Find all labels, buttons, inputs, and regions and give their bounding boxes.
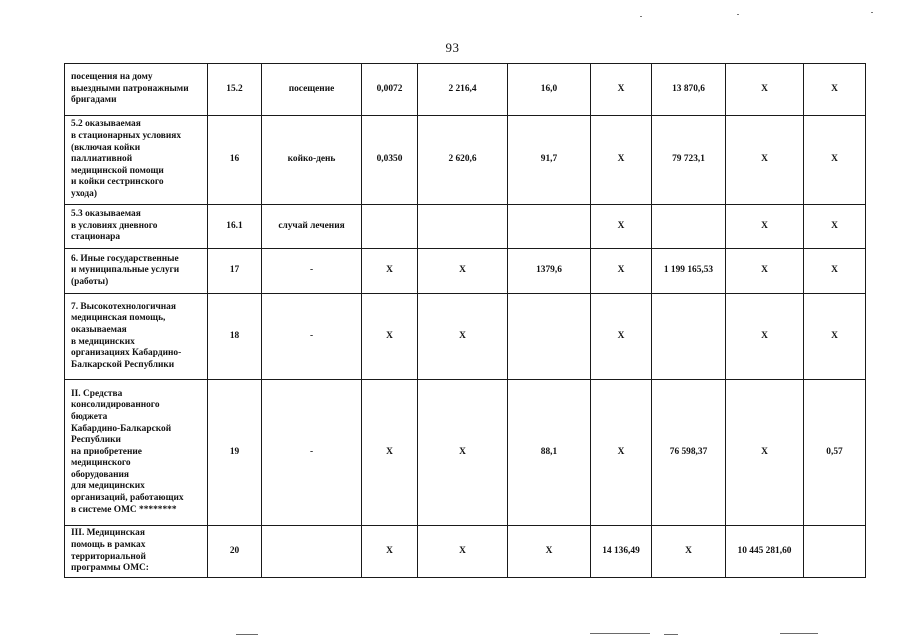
unit-cell — [262, 526, 362, 578]
row-label: II. Средства консолидированного бюджета Кабардино-Балкарской Республики на приобретение медицинского оборудования для медицинских организаций, работающих в системе ОМС ******** — [65, 380, 208, 526]
table-row — [65, 526, 866, 578]
line-number-cell: 18 — [208, 294, 262, 380]
per-capita-oms-cell: X — [591, 116, 652, 205]
row-label: 7. Высокотехнологичная медицинская помощь, оказываемая в медицинских организациях Кабардино- Балкарской Республики — [65, 294, 208, 380]
norm-cell: X — [362, 249, 418, 294]
share-cell: X — [804, 64, 866, 116]
share-cell: X — [804, 294, 866, 380]
scan-mark — [236, 634, 258, 635]
line-number-cell: 15.2 — [208, 64, 262, 116]
unit-cost-cell: X — [418, 526, 508, 578]
total-oms-cell: X — [726, 294, 804, 380]
unit-cost-cell: X — [418, 294, 508, 380]
unit-cell: посещение — [262, 64, 362, 116]
norm-cell: X — [362, 380, 418, 526]
per-capita-budget-cell — [508, 205, 591, 249]
row-label: 5.2 оказываемая в стационарных условиях (включая койки паллиативной медицинской помощи и койки сестринского ухода) — [65, 116, 208, 205]
unit-cost-cell: 2 620,6 — [418, 116, 508, 205]
line-number-cell: 19 — [208, 380, 262, 526]
unit-cell: - — [262, 294, 362, 380]
table-row — [65, 64, 866, 116]
page-number: 93 — [445, 40, 460, 55]
scan-speck — [737, 14, 739, 15]
unit-cell: - — [262, 249, 362, 294]
per-capita-oms-cell: X — [591, 380, 652, 526]
unit-cell: случай лечения — [262, 205, 362, 249]
per-capita-oms-cell: X — [591, 205, 652, 249]
line-number-cell: 20 — [208, 526, 262, 578]
per-capita-budget-cell: 16,0 — [508, 64, 591, 116]
per-capita-budget-cell: 1379,6 — [508, 249, 591, 294]
table-row — [65, 380, 866, 526]
per-capita-oms-cell: X — [591, 249, 652, 294]
scan-speck — [871, 12, 873, 13]
unit-cost-cell: 2 216,4 — [418, 64, 508, 116]
table-row — [65, 205, 866, 249]
norm-cell: 0,0350 — [362, 116, 418, 205]
per-capita-budget-cell — [508, 294, 591, 380]
unit-cost-cell: X — [418, 380, 508, 526]
table-row — [65, 294, 866, 380]
total-oms-cell: 10 445 281,60 — [726, 526, 804, 578]
row-label: III. Медицинская помощь в рамках территориальной программы ОМС: — [65, 526, 208, 578]
total-budget-cell: 79 723,1 — [652, 116, 726, 205]
share-cell: 0,57 — [804, 380, 866, 526]
scan-mark — [590, 633, 650, 634]
per-capita-budget-cell: X — [508, 526, 591, 578]
norm-cell: X — [362, 294, 418, 380]
per-capita-budget-cell: 91,7 — [508, 116, 591, 205]
table-row — [65, 249, 866, 294]
per-capita-oms-cell: 14 136,49 — [591, 526, 652, 578]
norm-cell — [362, 205, 418, 249]
total-budget-cell: 76 598,37 — [652, 380, 726, 526]
row-label: 5.3 оказываемая в условиях дневного стационара — [65, 205, 208, 249]
scan-mark — [664, 634, 678, 635]
total-budget-cell: X — [652, 526, 726, 578]
scan-mark — [780, 633, 818, 634]
total-oms-cell: X — [726, 116, 804, 205]
share-cell: X — [804, 116, 866, 205]
row-label: 6. Иные государственные и муниципальные услуги (работы) — [65, 249, 208, 294]
unit-cell: койко-день — [262, 116, 362, 205]
unit-cost-cell: X — [418, 249, 508, 294]
scan-speck — [640, 16, 642, 17]
row-label: посещения на дому выездными патронажными бригадами — [65, 64, 208, 116]
total-oms-cell: X — [726, 380, 804, 526]
program-cost-table — [64, 63, 866, 578]
line-number-cell: 17 — [208, 249, 262, 294]
total-budget-cell: 1 199 165,53 — [652, 249, 726, 294]
per-capita-budget-cell: 88,1 — [508, 380, 591, 526]
share-cell — [804, 526, 866, 578]
per-capita-oms-cell: X — [591, 64, 652, 116]
norm-cell: X — [362, 526, 418, 578]
share-cell: X — [804, 205, 866, 249]
total-oms-cell: X — [726, 249, 804, 294]
total-oms-cell: X — [726, 205, 804, 249]
norm-cell: 0,0072 — [362, 64, 418, 116]
total-oms-cell: X — [726, 64, 804, 116]
per-capita-oms-cell: X — [591, 294, 652, 380]
total-budget-cell: 13 870,6 — [652, 64, 726, 116]
total-budget-cell — [652, 294, 726, 380]
line-number-cell: 16 — [208, 116, 262, 205]
unit-cell: - — [262, 380, 362, 526]
unit-cost-cell — [418, 205, 508, 249]
line-number-cell: 16.1 — [208, 205, 262, 249]
share-cell: X — [804, 249, 866, 294]
total-budget-cell — [652, 205, 726, 249]
table-row — [65, 116, 866, 205]
